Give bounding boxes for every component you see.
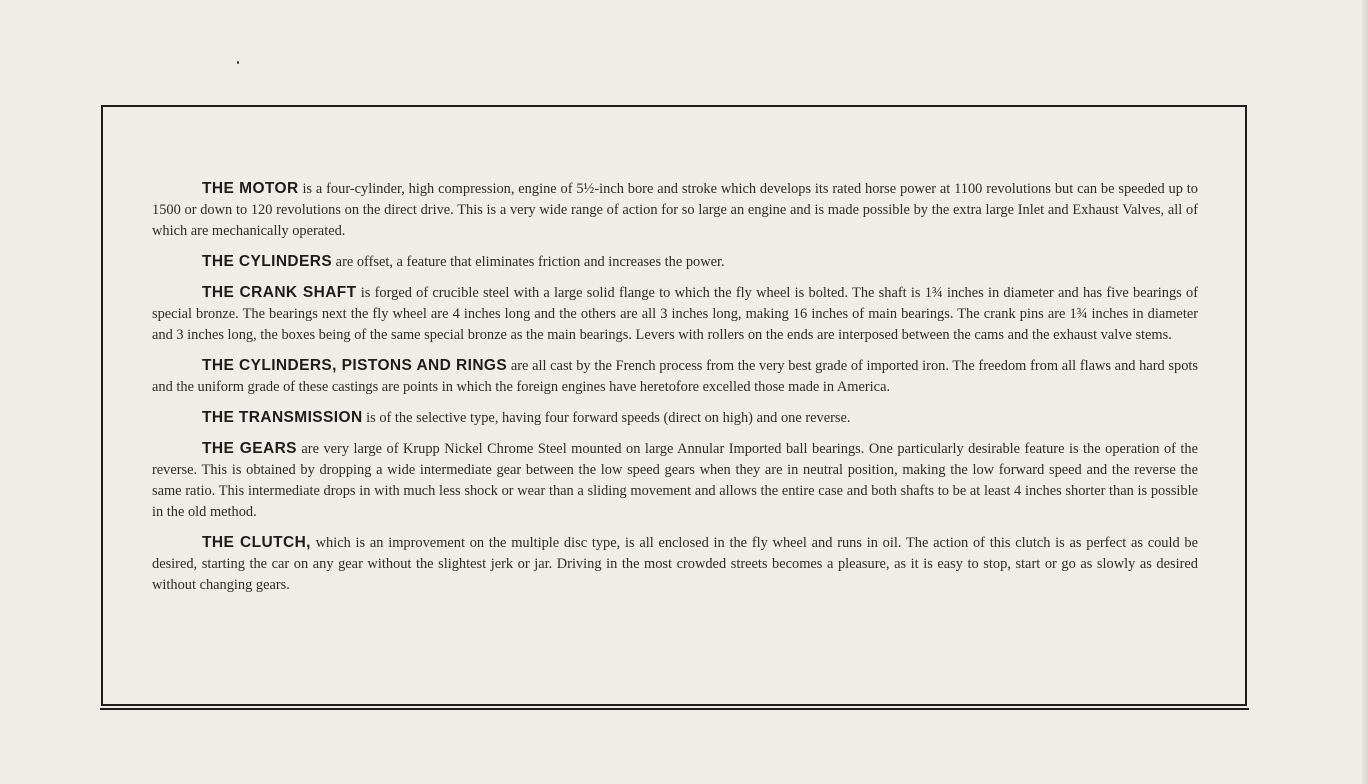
paragraph-crank-shaft <box>152 282 1198 346</box>
body-clutch: which is an improvement on the multiple disc type, is all enclosed in the fly wheel and runs in oil. The action of this clutch is as perfect as could be desired, starting the car on any gear without the slightest jerk or jar. Driving in the most crowded streets becomes a pleasure, as it is easy to stop, start or go as slowly as desired without changing gears. <box>152 535 1199 593</box>
paragraph-motor <box>152 178 1198 242</box>
body-gears: are very large of Krupp Nickel Chrome Steel mounted on large Annular Imported ball bearings. One particularly desirable feature is the operation of the reverse. This is obtained by dropping a wide intermediate gear between the low speed gears when they are in neutral position, making the low forward speed and the reverse the same ratio. This intermediate drops in with much less shock or wear than a sliding movement and allows the entire case and both shafts to be at least 4 inches shorter than is possible in the old method. <box>152 441 1199 520</box>
heading-motor: THE MOTOR <box>202 180 299 197</box>
bottom-rule <box>100 708 1249 710</box>
body-crank-shaft: is forged of crucible steel with a large solid flange to which the fly wheel is bolted. The shaft is 1¾ inches in diameter and has five bearings of special bronze. The bearings next the fly wheel are 4 inches long and the others are all 3 inches long, making 16 inches of main bearings. The crank pins are 1¾ inches in diameter and 3 inches long, the boxes being of the same special bronze as the main bearings. Levers with rollers on the ends are interposed between the cams and the exhaust valve stems. <box>152 285 1198 343</box>
paragraph-transmission <box>152 407 1198 429</box>
paragraph-clutch <box>152 532 1198 596</box>
paragraph-cylinders <box>152 251 1198 273</box>
body-transmission: is of the selective type, having four forward speeds (direct on high) and one reverse. <box>362 410 851 426</box>
paragraph-pistons-rings <box>152 355 1198 398</box>
body-cylinders: are offset, a feature that eliminates friction and increases the power. <box>332 254 725 270</box>
heading-clutch: THE CLUTCH, <box>202 534 311 551</box>
heading-cylinders: THE CYLINDERS <box>202 253 333 270</box>
heading-crank-shaft: THE CRANK SHAFT <box>202 284 357 301</box>
print-speck <box>237 61 239 64</box>
heading-gears: THE GEARS <box>202 440 297 457</box>
body-pistons-rings: are all cast by the French process from the very best grade of imported iron. The freedom from all flaws and hard spots and the uniform grade of these castings are points in which the foreign engines have heretofore excelled those made in America. <box>152 358 1199 395</box>
heading-pistons-rings: THE CYLINDERS, PISTONS AND RINGS <box>202 357 508 374</box>
page-edge <box>1362 0 1368 784</box>
body-motor: is a four-cylinder, high compression, engine of 5½-inch bore and stroke which develops its rated horse power at 1100 revolutions but can be speeded up to 1500 or down to 120 revolutions on the direct drive. This is a very wide range of action for so large an engine and is made possible by the extra large Inlet and Exhaust Valves, all of which are mechanically operated. <box>152 181 1198 239</box>
spec-text-block <box>152 178 1198 596</box>
paragraph-gears <box>152 438 1198 523</box>
heading-transmission: THE TRANSMISSION <box>202 409 363 426</box>
